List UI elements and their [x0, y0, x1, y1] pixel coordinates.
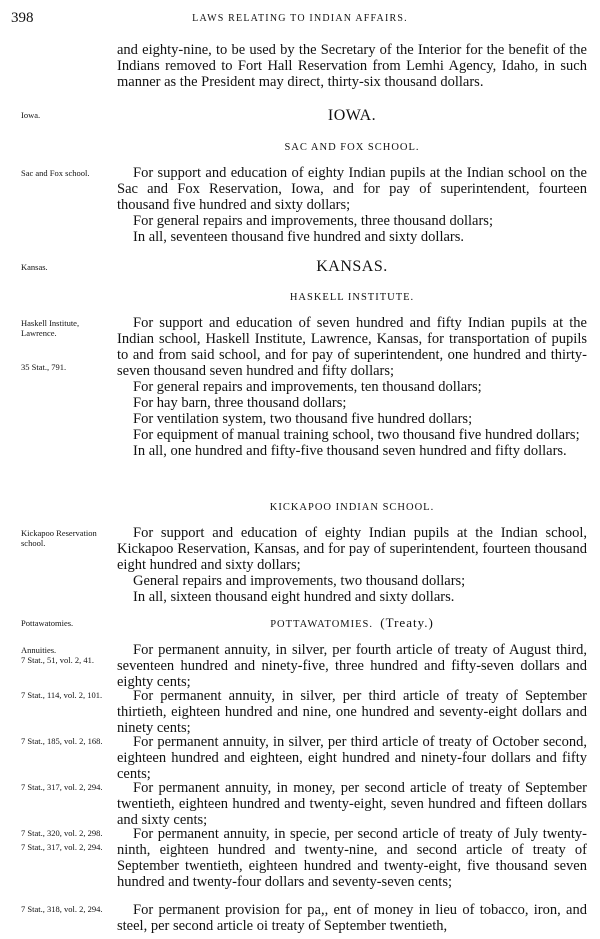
paragraph: For ventilation system, two thousand five hundred dollars;	[133, 411, 473, 427]
paragraph: For general repairs and improvements, ten thousand dollars;	[133, 379, 482, 395]
annuity-item	[117, 688, 587, 736]
margin-note-kickapoo: Kickapoo Reservation school.	[21, 528, 97, 548]
heading-kansas: KANSAS.	[316, 258, 388, 275]
paragraph: For support and education of eighty Indian pupils at the Indian school on the Sac and Fox Reservation, Iowa, and for pay of superintendent, fourteen thousand five hundred and sixty dollars;	[117, 165, 587, 213]
annuity-item	[117, 642, 587, 690]
paragraph: For permanent annuity, in silver, per fourth article of treaty of August third, seventeen hundred and ninety-five, three hundred and fifty-seven dollars and eighty cents;	[117, 642, 587, 690]
paragraph: and eighty-nine, to be used by the Secretary of the Interior for the benefit of the Indians removed to Fort Hall Reservation from Lemhi Agency, Idaho, in such manner as the President may direct, thirty-six thousand dollars.	[117, 42, 587, 90]
subheading-sac-and-fox: SAC AND FOX SCHOOL.	[284, 142, 420, 153]
margin-note-stat: 7 Stat., 317, vol. 2, 294.	[21, 842, 103, 852]
annuity-item	[117, 826, 587, 890]
paragraph: For permanent annuity, in silver, per third article of treaty of October second, eighteen hundred and eighteen, eight hundred and ninety-four dollars and fifty cents;	[117, 734, 587, 782]
margin-note-stat: 7 Stat., 318, vol. 2, 294.	[21, 904, 103, 914]
margin-note-stat: 7 Stat., 317, vol. 2, 294.	[21, 782, 103, 792]
kickapoo-section	[117, 525, 587, 605]
margin-note-iowa: Iowa.	[21, 110, 41, 120]
paragraph: For support and education of seven hundred and fifty Indian pupils at the Indian school, Haskell Institute, Lawrence, Kansas, for transportation of pupils to and from said school, and for pay of superintendent, one hundred and thirty-seven thousand seven hundred and fifty dollars;	[117, 315, 587, 379]
paragraph: For permanent annuity, in silver, per third article of treaty of September thirtieth, eighteen hundred and nine, one hundred and seventy-eight dollars and ninety cents;	[117, 688, 587, 736]
margin-note-stat: 35 Stat., 791.	[21, 362, 67, 372]
running-header: LAWS RELATING TO INDIAN AFFAIRS.	[192, 13, 408, 24]
margin-note-annuities: Annuities.	[21, 645, 57, 655]
margin-note-stat: 7 Stat., 114, vol. 2, 101.	[21, 690, 103, 700]
annuity-item	[117, 902, 587, 934]
page-number: 398	[11, 10, 34, 26]
subheading-haskell: HASKELL INSTITUTE.	[289, 292, 415, 303]
paragraph: General repairs and improvements, two thousand dollars;	[133, 573, 466, 589]
paragraph: In all, seventeen thousand five hundred and sixty dollars.	[133, 229, 465, 245]
annuity-item	[117, 780, 587, 828]
iowa-section	[117, 165, 587, 245]
kansas-section	[117, 315, 587, 459]
heading-suffix: (Treaty.)	[380, 615, 434, 630]
heading-text: POTTAWATOMIES.	[270, 619, 374, 630]
paragraph: For permanent annuity, in money, per second article of treaty of September twentieth, eighteen hundred and twenty-eight, seven hundred and fifteen dollars and sixty cents;	[117, 780, 587, 828]
margin-note-kansas: Kansas.	[21, 262, 48, 272]
paragraph: For permanent provision for pa,, ent of money in lieu of tobacco, iron, and steel, per second article oi treaty of September twentieth,	[117, 902, 587, 934]
paragraph: For hay barn, three thousand dollars;	[133, 395, 347, 411]
margin-note-pottawatomies: Pottawatomies.	[21, 618, 74, 628]
heading-pottawatomies	[117, 615, 587, 631]
margin-note-stat: 7 Stat., 51, vol. 2, 41.	[21, 655, 94, 665]
paragraph: For permanent annuity, in specie, per second article of treaty of July twenty-ninth, eighteen hundred and twenty-nine, and second article of treaty of September twentieth, eighteen hundred and twenty-eight, five thousand seven hundred and twenty-four dollars and seventy-seven cents;	[117, 826, 587, 890]
subheading-kickapoo: KICKAPOO INDIAN SCHOOL.	[269, 502, 435, 513]
paragraph: For general repairs and improvements, three thousand dollars;	[133, 213, 493, 229]
heading-iowa: IOWA.	[327, 107, 377, 124]
margin-note-haskell: Haskell Institute, Lawrence.	[21, 318, 80, 338]
paragraph: In all, one hundred and fifty-five thousand seven hundred and fifty dollars.	[133, 443, 567, 459]
paragraph: For equipment of manual training school, two thousand five hundred dollars;	[133, 427, 580, 443]
continuation-paragraph	[117, 42, 587, 90]
paragraph: For support and education of eighty Indian pupils at the Indian school, Kickapoo Reservation, Kansas, and for pay of superintendent, fourteen thousand eight hundred and sixty dollars;	[117, 525, 587, 573]
margin-note-stat: 7 Stat., 185, vol. 2, 168.	[21, 736, 103, 746]
paragraph: In all, sixteen thousand eight hundred and sixty dollars.	[133, 589, 455, 605]
margin-note-stat: 7 Stat., 320, vol. 2, 298.	[21, 828, 103, 838]
annuity-item	[117, 734, 587, 782]
margin-note-sac-fox-school: Sac and Fox school.	[21, 168, 90, 178]
